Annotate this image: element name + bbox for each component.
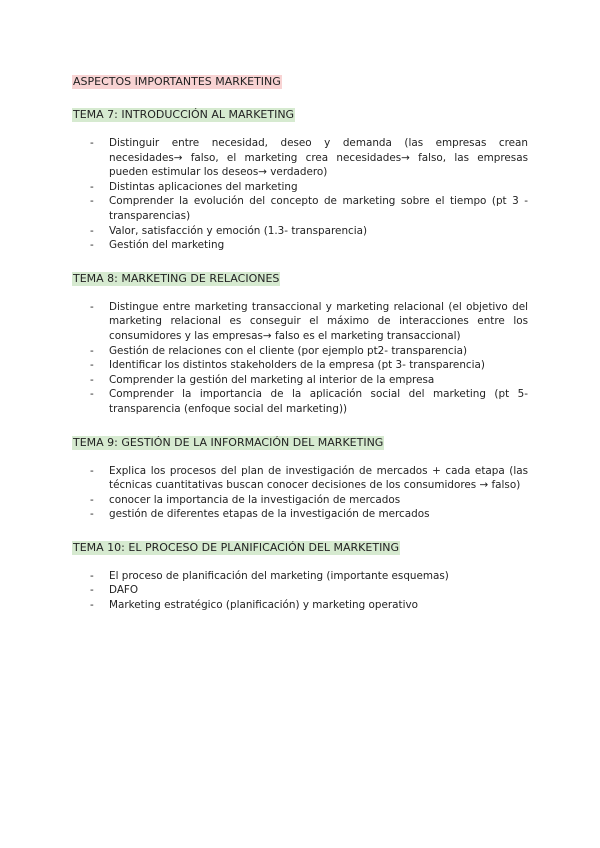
- section-heading: TEMA 8: MARKETING DE RELACIONES: [73, 271, 280, 285]
- section-heading: TEMA 10: EL PROCESO DE PLANIFICACIÓN DEL MARKETING: [73, 540, 400, 554]
- bullet-dash: -: [90, 239, 94, 252]
- bullet-dash: -: [90, 464, 94, 477]
- bullet-list: [72, 569, 528, 613]
- bullet-dash: -: [90, 599, 94, 612]
- bullet-list: [72, 136, 528, 253]
- bullet-dash: -: [90, 195, 94, 208]
- bullet-dash: -: [90, 180, 94, 193]
- list-item: [72, 194, 528, 223]
- bullet-dash: -: [90, 569, 94, 582]
- list-item: [72, 300, 528, 344]
- section-tema-10: [72, 536, 528, 613]
- bullet-dash: -: [90, 373, 94, 386]
- bullet-dash: -: [90, 224, 94, 237]
- list-item-text: Explica los procesos del plan de investigación de mercados + cada etapa (las técnicas cuantitativas buscan conocer decisiones de los consumidores → falso): [109, 464, 528, 492]
- bullet-dash: -: [90, 388, 94, 401]
- document-page: [72, 70, 528, 613]
- list-item-text: Marketing estratégico (planificación) y marketing operativo: [109, 599, 418, 612]
- bullet-dash: -: [90, 344, 94, 357]
- list-item: [72, 344, 528, 359]
- bullet-dash: -: [90, 584, 94, 597]
- bullet-dash: -: [90, 137, 94, 149]
- list-item-text: Distintas aplicaciones del marketing: [109, 180, 298, 193]
- list-item-text: Comprender la gestión del marketing al interior de la empresa: [109, 373, 435, 386]
- list-item: [72, 507, 528, 522]
- list-item: [72, 583, 528, 598]
- bullet-dash: -: [90, 508, 94, 521]
- bullet-list: [72, 300, 528, 417]
- bullet-dash: -: [90, 493, 94, 506]
- section-tema-7: [72, 103, 528, 253]
- bullet-dash: -: [90, 300, 94, 313]
- list-item-text: Gestión del marketing: [109, 239, 225, 252]
- list-item: [72, 493, 528, 508]
- list-item: [72, 373, 528, 388]
- list-item-text: Distinguir entre necesidad, deseo y demanda (las empresas crean necesidades→ falso, el marketing crea necesidades→ falso, las empresas pueden estimular los deseos→ verdadero): [109, 137, 528, 179]
- list-item: [72, 180, 528, 195]
- list-item: [72, 598, 528, 613]
- section-tema-9: [72, 431, 528, 522]
- list-item-text: conocer la importancia de la investigación de mercados: [109, 493, 401, 506]
- list-item: [72, 136, 528, 180]
- section-heading: TEMA 9: GESTIÓN DE LA INFORMACIÓN DEL MARKETING: [73, 435, 384, 449]
- list-item: [72, 358, 528, 373]
- list-item-text: Comprender la importancia de la aplicación social del marketing (pt 5- transparencia (enfoque social del marketing)): [109, 388, 528, 415]
- bullet-list: [72, 464, 528, 522]
- list-item-text: Comprender la evolución del concepto de marketing sobre el tiempo (pt 3 - transparencias): [109, 195, 528, 222]
- list-item-text: DAFO: [109, 584, 139, 597]
- list-item-text: Distingue entre marketing transaccional y marketing relacional (el objetivo del marketing relacional es conseguir el máximo de interacciones entre los consumidores y las empresas→ falso es el marketing transaccional): [109, 300, 528, 342]
- list-item: [72, 224, 528, 239]
- list-item-text: gestión de diferentes etapas de la investigación de mercados: [109, 508, 430, 521]
- list-item: [72, 569, 528, 584]
- bullet-dash: -: [90, 359, 94, 372]
- section-heading: TEMA 7: INTRODUCCIÓN AL MARKETING: [73, 108, 295, 121]
- list-item-text: Identificar los distintos stakeholders de la empresa (pt 3- transparencia): [109, 359, 485, 372]
- list-item-text: El proceso de planificación del marketing (importante esquemas): [109, 569, 449, 582]
- sections-container: [72, 103, 528, 613]
- list-item-text: Valor, satisfacción y emoción (1.3- transparencia): [109, 224, 368, 237]
- list-item-text: Gestión de relaciones con el cliente (por ejemplo pt2- transparencia): [109, 344, 468, 357]
- section-tema-8: [72, 267, 528, 417]
- list-item: [72, 464, 528, 493]
- list-item: [72, 238, 528, 253]
- document-title: ASPECTOS IMPORTANTES MARKETING: [73, 75, 281, 88]
- list-item: [72, 387, 528, 416]
